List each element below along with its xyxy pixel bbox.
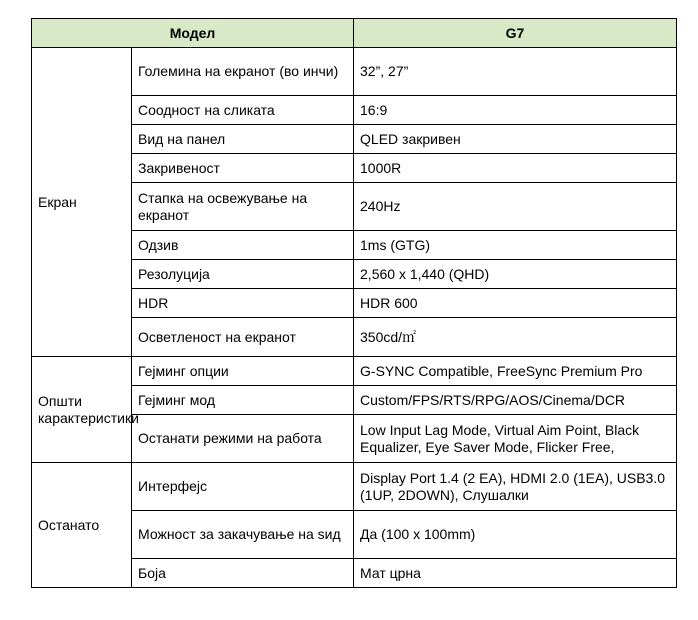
spec-value: G-SYNC Compatible, FreeSync Premium Pro bbox=[354, 357, 677, 386]
spec-value: 240Hz bbox=[354, 183, 677, 231]
spec-label: Гејминг мод bbox=[132, 386, 354, 415]
spec-value: 32”, 27” bbox=[354, 48, 677, 96]
spec-label: Големина на екранот (во инчи) bbox=[132, 48, 354, 96]
table-row bbox=[32, 463, 677, 511]
spec-label: Закривеност bbox=[132, 154, 354, 183]
spec-value: 2,560 x 1,440 (QHD) bbox=[354, 260, 677, 289]
table-row bbox=[32, 48, 677, 96]
model-header: Модел bbox=[32, 19, 354, 48]
spec-label: Останати режими на работа bbox=[132, 415, 354, 463]
spec-label: Интерфејс bbox=[132, 463, 354, 511]
spec-value: 1ms (GTG) bbox=[354, 231, 677, 260]
spec-label: Резолуција bbox=[132, 260, 354, 289]
spec-value: 350cd/㎡ bbox=[354, 318, 677, 357]
spec-label: Осветленост на екранот bbox=[132, 318, 354, 357]
spec-label: HDR bbox=[132, 289, 354, 318]
spec-table bbox=[31, 18, 677, 588]
spec-label: Можност за закачување на ѕид bbox=[132, 511, 354, 559]
spec-label: Гејминг опции bbox=[132, 357, 354, 386]
spec-value: Да (100 x 100mm) bbox=[354, 511, 677, 559]
category-cell: Екран bbox=[32, 48, 132, 357]
category-cell: Останато bbox=[32, 463, 132, 588]
spec-value: Low Input Lag Mode, Virtual Aim Point, Black Equalizer, Eye Saver Mode, Flicker Free, bbox=[354, 415, 677, 463]
spec-value: 16:9 bbox=[354, 96, 677, 125]
spec-label: Вид на панел bbox=[132, 125, 354, 154]
spec-value: Display Port 1.4 (2 EA), HDMI 2.0 (1EA), USB3.0 (1UP, 2DOWN), Слушалки bbox=[354, 463, 677, 511]
spec-value: HDR 600 bbox=[354, 289, 677, 318]
category-cell: Општи карактеристики bbox=[32, 357, 132, 463]
spec-value: Мат црна bbox=[354, 559, 677, 588]
spec-value: 1000R bbox=[354, 154, 677, 183]
spec-label: Соодност на сликата bbox=[132, 96, 354, 125]
spec-label: Стапка на освежување на екранот bbox=[132, 183, 354, 231]
spec-value: Custom/FPS/RTS/RPG/AOS/Cinema/DCR bbox=[354, 386, 677, 415]
spec-label: Одзив bbox=[132, 231, 354, 260]
product-header: G7 bbox=[354, 19, 677, 48]
header-row bbox=[32, 19, 677, 48]
spec-value: QLED закривен bbox=[354, 125, 677, 154]
table-row bbox=[32, 357, 677, 386]
spec-label: Боја bbox=[132, 559, 354, 588]
